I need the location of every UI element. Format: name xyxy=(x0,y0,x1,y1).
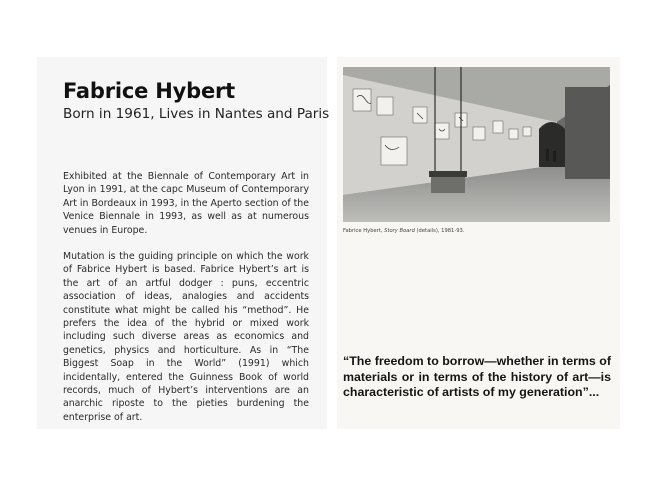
artist-quote: “The freedom to borrow—whether in terms of materials or in terms of the history of art—is characteristic of artists of my generation”... xyxy=(343,354,611,400)
caption-work-title: Story Board xyxy=(384,228,415,234)
exhibitions-paragraph: Exhibited at the Biennale of Contemporary Art in Lyon in 1991, at the capc Museum of Contemporary Art in Bordeaux in 1993, in the Aperto section of the Venice Biennale in 1993, as well as at numerous venues in Europe. xyxy=(63,171,310,236)
artist-bio-subtitle: Born in 1961, Lives in Nantes and Paris xyxy=(63,106,330,122)
caption-suffix: (details), 1981-93. xyxy=(414,228,465,234)
photo-caption xyxy=(343,228,464,234)
exhibition-photo xyxy=(343,67,610,222)
description-paragraph: Mutation is the guiding principle on which the work of Fabrice Hybert is based. Fabrice Hybert’s art is the art of an artful dodger : puns, eccentric association of ideas, analogies and accidents constitute what might be called his “method”. He prefers the idea of the hybrid or mixed work including such diverse areas as economics and genetics, physics and horticulture. As in “The Biggest Soap in the World” (1991) which incidentally, entered the Guinness Book of world records, much of Hybert’s interventions are an anarchic riposte to the pieties burdening the enterprise of art. xyxy=(63,251,309,423)
gallery-corridor-illustration xyxy=(343,67,610,222)
artist-name-title: Fabrice Hybert xyxy=(63,79,236,103)
caption-prefix: Fabrice Hybert, xyxy=(343,228,385,234)
